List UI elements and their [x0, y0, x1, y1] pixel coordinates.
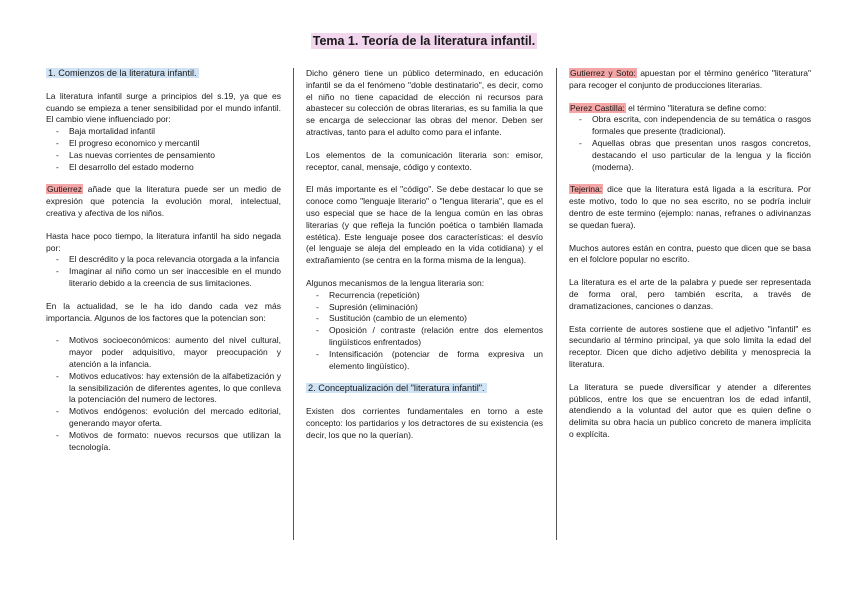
author-highlight: Gutierrez y Soto: [570, 68, 636, 78]
list-item: - Motivos de formato: nuevos recursos que utilizan la tecnología. [68, 430, 281, 454]
list-item: - Supresión (eliminación) [328, 302, 543, 314]
paragraph: Algunos mecanismos de la lengua literaria son: [306, 277, 485, 288]
section-heading: 2. Conceptualización del "literatura infantil". [308, 383, 485, 394]
paragraph: Hasta hace poco tiempo, la literatura infantil ha sido negada por: [46, 230, 281, 253]
paragraph: Muchos autores están en contra, puesto que dicen que se basa en el folclore popular no escrito. [569, 242, 811, 265]
paragraph: El más importante es el "código". Se debe destacar lo que se conoce como "lenguaje literario" o "lengua literaria", que es el uso especial que se hace de la lengua común en las obras literarias (y que refleja la función poética o también llamada estética). Este lenguaje posee dos características: el desvío (el lenguaje se aleja del empleado en la vida cotidiana) y el extrañamiento (se centra en la forma misma de la lengua). [306, 184, 543, 266]
list-item: - Sustitución (cambio de un elemento) [328, 313, 543, 325]
list-item: - El desarrollo del estado moderno [68, 162, 281, 174]
column-divider [556, 68, 557, 540]
paragraph: Esta corriente de autores sostiene que el adjetivo "infantil" es secundario al término principal, ya que solo limita la edad del receptor. Dicen que dicho adjetivo debilita y menosprecia la literatura. [569, 323, 811, 369]
paragraph: La literatura es el arte de la palabra y puede ser representada de forma oral, pero también escrita, a través de dramatizaciones, canciones o danzas. [569, 277, 811, 311]
column-3 [569, 68, 811, 452]
column-1 [46, 68, 281, 464]
list-item: - Motivos socioeconómicos: aumento del nivel cultural, mayor poder adquisitivo, mayor preocupación y atención a la infancia. [68, 335, 281, 370]
list-item: - Obra escrita, con independencia de su temática o rasgos formales que presente (tradicional). [591, 114, 811, 138]
list-item: - Baja mortalidad infantil [68, 126, 281, 138]
paragraph: La literatura se puede diversificar y atender a diferentes públicos, entre los que se encuentran los de edad infantil, atendiendo a la voluntad del autor que es quien define o delimita su obra hacia un publico concreto de manera implícita o explícita. [569, 381, 811, 439]
bullet-list [46, 254, 281, 289]
author-highlight: Perez Castilla: [570, 102, 625, 113]
list-item: - Motivos endógenos: evolución del mercado editorial, generando mayor oferta. [68, 406, 281, 430]
paragraph: Existen dos corrientes fundamentales en torno a este concepto: los partidarios y los detractores de su existencia (es decir, los que no la querían). [306, 406, 543, 440]
paragraph: Tejerina: dice que la literatura está ligada a la escritura. Por este motivo, todo lo que no sea escrito, no se podría incluir dentro de este termino (ejemplo: nanas, refranes o adivinanzas se quedan fuera). [569, 184, 811, 230]
author-highlight: Tejerina: [570, 184, 603, 195]
column-divider [293, 68, 294, 540]
bullet-list [46, 335, 281, 453]
author-highlight: Gutierrez [47, 184, 82, 195]
bullet-list [569, 114, 811, 173]
list-item: - Las nuevas corrientes de pensamiento [68, 150, 281, 162]
paragraph: Dicho género tiene un público determinado, en educación infantil se da el fenómeno "doble destinatario", es decir, como el niño no tiene capacidad de elección ni recursos para abastecer su colección de obras literarias, es su familia la que se encarga de seleccionar las obras del menor. Deben ser atractivas, tanto para el adulto como para el infante. [306, 68, 543, 137]
list-item: - Imaginar al niño como un ser inaccesible en el mundo literario debido a la creencia de sus limitaciones. [68, 266, 281, 290]
document-title: Tema 1. Teoría de la literatura infantil. [312, 34, 536, 48]
column-2 [306, 68, 543, 453]
section-heading: 1. Comienzos de la literatura infantil. [48, 68, 197, 78]
list-item: - Intensificación (potenciar de forma expresiva un elemento lingüístico). [328, 349, 543, 373]
list-item: - Aquellas obras que presentan unos rasgos concretos, destacando el uso particular de la lengua y la ficción (moderna). [591, 138, 811, 173]
paragraph: Perez Castilla: el término "literatura se define como: [570, 102, 767, 113]
list-item: - Oposición / contraste (relación entre dos elementos lingüísticos enfrentados) [328, 325, 543, 349]
bullet-list [306, 290, 543, 373]
list-item: - El progreso economico y mercantil [68, 138, 281, 150]
paragraph: Gutierrez y Soto: apuestan por el término genérico "literatura" para recoger el conjunto de producciones literarias. [569, 68, 811, 90]
paragraph: La literatura infantil surge a principios del s.19, ya que es cuando se empieza a tener sensibilidad por el mundo infantil. El cambio viene influenciado por: [46, 90, 281, 125]
paragraph: En la actualidad, se le ha ido dando cada vez más importancia. Algunos de los factores que la potencian son: [46, 300, 281, 323]
list-item: - Recurrencia (repetición) [328, 290, 543, 302]
list-item: - Motivos educativos: hay extensión de la alfabetización y la sensibilización de diferentes agentes, lo que conlleva la potenciación del numero de lectores. [68, 371, 281, 406]
paragraph: Gutierrez añade que la literatura puede ser un medio de expresión que potencia la evolución moral, intelectual, creativa y afectiva de los niños. [46, 184, 281, 218]
bullet-list [46, 126, 281, 173]
list-item: - El descrédito y la poca relevancia otorgada a la infancia [68, 254, 281, 266]
paragraph: Los elementos de la comunicación literaria son: emisor, receptor, canal, mensaje, código y contexto. [306, 149, 543, 172]
